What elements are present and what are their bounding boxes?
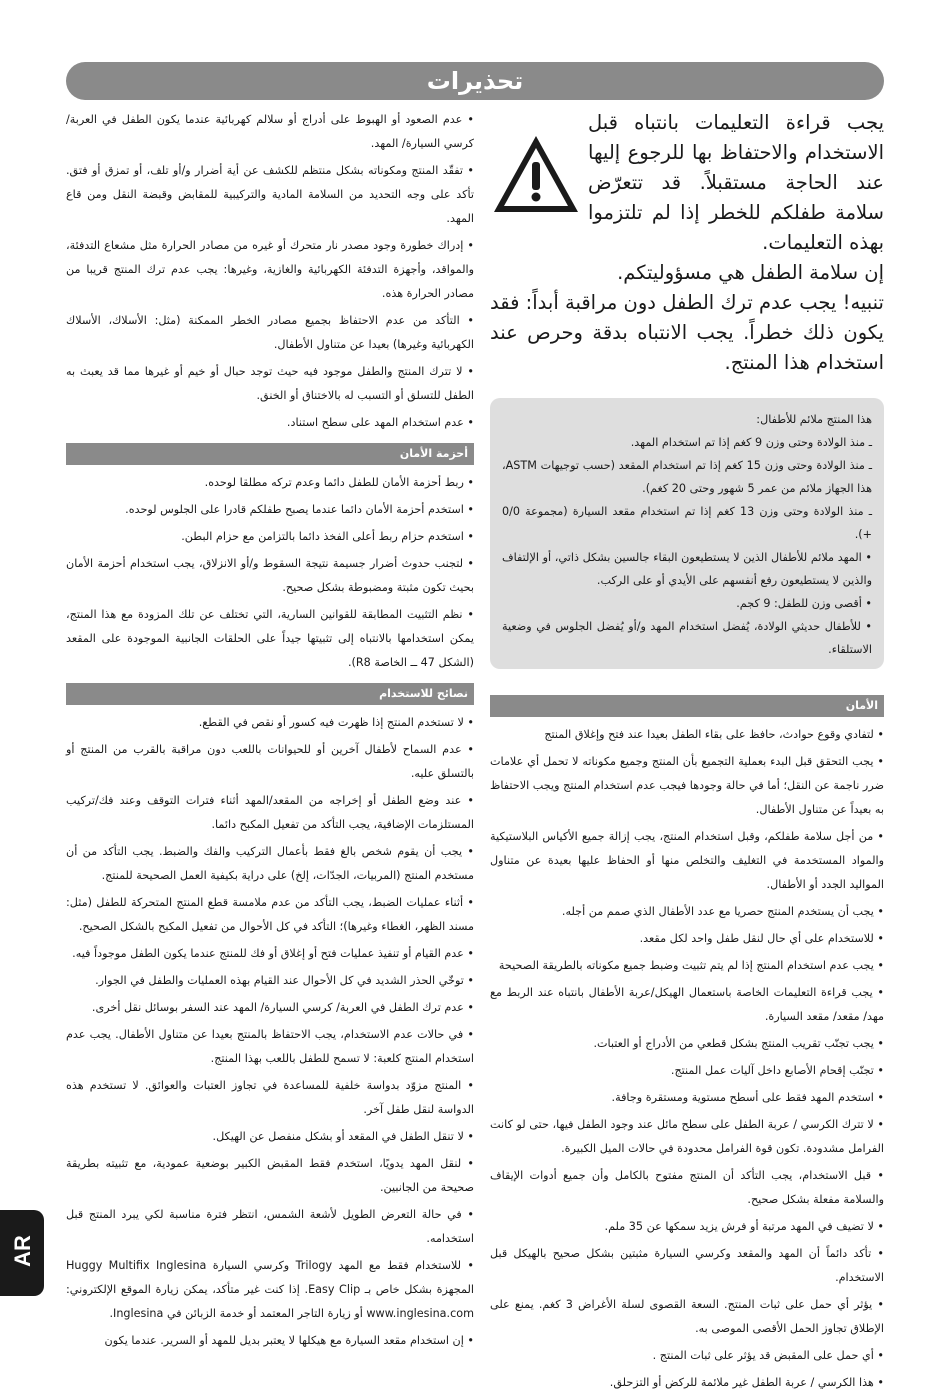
list-item: • المنتج مزوّد بدواسة خلفية للمساعدة في تجاوز العتبات والعوائق. لا تستخدم هذه الدواسة لنقل طفل آخر.	[66, 1079, 474, 1116]
box-line: • أقصى وزن للطفل: 9 كجم.	[736, 597, 872, 610]
list-item: • من أجل سلامة طفلكم، وقبل استخدام المنتج، يجب إزالة جميع الأكياس البلاستيكية والمواد المستخدمة في التغليف والتخلص منها أو الحفاظ عليها بعيدة عن متناول المواليد الجدد أو الأطفال.	[490, 830, 884, 891]
list-item: • عدم ترك الطفل في العربة/ كرسي السيارة/ المهد عند السفر بوسائل نقل أخرى.	[91, 1001, 474, 1014]
list-item: • يجب عدم استخدام المنتج إذا لم يتم تثبيت وضبط جميع مكوناته بالطريقة الصحيحة	[498, 959, 884, 972]
list-item: • لتفادي وقوع حوادث، حافظ على بقاء الطفل بعيدا عند فتح وإغلاق المنتج	[544, 728, 884, 741]
section-heading-tips: نصائح للاستخدام	[66, 683, 474, 705]
box-line: • المهد ملائم للأطفال الذين لا يستطيعون البقاء جالسين بشكل ذاتي، أو الإلتفاف والذين لا يستطيعون رفع أنفسهم على الأيدي أو على الركب.	[502, 551, 872, 587]
list-item: • ربط أحزمة الأمان للطفل دائما وعدم تركه مطلقا لوحده.	[204, 476, 474, 489]
list-item: • للاستخدام فقط مع المهد Trilogy وكرسي السيارة Huggy Multifix Inglesina المجهزة بشكل خاص بـ Easy Clip. إذا كنت غير متأكد، يمكن زيارة الموقع الإلكتروني: www.inglesina.com أو زيارة التاجر المعتمد أو خدمة الزبائن في Inglesina.	[66, 1259, 475, 1320]
language-tab	[0, 1210, 44, 1296]
list-item: • عدم الصعود أو الهبوط على أدراج أو سلالم كهربائية عندما يكون الطفل في العربة/كرسي السيارة/ المهد.	[66, 113, 474, 150]
list-item: • لا تنقل الطفل في المقعد أو بشكل منفصل عن الهيكل.	[212, 1130, 474, 1143]
box-line: ـ منذ الولادة وحتى وزن 9 كغم إذا تم استخدام المهد.	[630, 436, 872, 449]
right-column	[490, 108, 884, 1398]
language-code: AR	[10, 1235, 35, 1267]
list-item: • التأكد من عدم الاحتفاظ بجميع مصادر الخطر الممكنة (مثل: الأسلاك، الأسلاك الكهربائية وغيرها) بعيدا عن متناول الأطفال.	[66, 314, 474, 351]
box-line: ـ منذ الولادة وحتى وزن 15 كغم إذا تم استخدام المقعد (حسب توجيهات ASTM، هذا الجهاز ملائم من عمر 5 شهور وحتى 20 كغم).	[502, 459, 872, 495]
list-item: • لا تضيف في المهد مرتبة أو فرش يزيد سمكها عن 35 ملم.	[604, 1220, 884, 1233]
list-item: • يجب قراءة التعليمات الخاصة باستعمال الهيكل/عربة الأطفال بانتباه عند الربط مع مهد/ مقعد/ مقعد السيارة.	[490, 986, 884, 1023]
list-item: • لا تترك الكرسي / عربة الطفل على سطح مائل عند وجود الطفل فيها، حتى لو كانت الفرامل مشدودة. تكون قوة الفرامل محدودة في حالات الميل الكبيرة.	[490, 1118, 884, 1155]
list-item: • يجب التحقق قبل البدء بعملية التجميع بأن المنتج وجميع مكوناته لا تحمل أي علامات ضرر ناجمة عن النقل؛ أما في حالة وجودها فيجب عدم استخدام المنتج ويجب الاحتفاظ به بعيداً عن متناول الأطفال.	[490, 755, 884, 816]
list-item: • تأكد دائماً أن المهد والمقعد وكرسي السيارة مثبتين بشكل صحيح بالهيكل قبل الاستخدام.	[490, 1247, 884, 1284]
list-item: • لتجنب حدوث أضرار جسيمة نتيجة السقوط و/أو الانزلاق، يجب استخدام أحزمة الأمان بحيث تكون مثبتة ومضبوطة بشكل صحيح.	[66, 557, 474, 594]
list-item: • استخدم حزام ربط أعلى الفخذ دائما بالتزامن مع حزام البطن.	[181, 530, 474, 543]
list-item: • في حالات عدم الاستخدام، يجب الاحتفاظ بالمنتج بعيدا عن متناول الأطفال. يجب عدم استخدام المنتج كلعبة: لا تسمح للطفل باللعب بهذا المنتج.	[66, 1028, 474, 1065]
list-item: • أي حمل على المقبض قد يؤثر على ثبات المنتج .	[652, 1349, 884, 1362]
warning-text: يجب قراءة التعليمات بانتباه قبل الاستخدام والاحتفاظ بها للرجوع إليها عند الحاجة مستقبلاً. قد تتعرّض سلامة طفلكم للخطر إذا لم تلتزموا بهذه التعليمات.	[588, 111, 884, 254]
list-item: • لا تستخدم المنتج إذا ظهرت فيه كسور أو نقص في القطع.	[198, 716, 474, 729]
list-item: • يجب أن يقوم شخص بالغ فقط بأعمال التركيب والفك والضبط. يجب التأكد من أن مستخدم المنتج (المربيات، الجدّات، إلخ) على دراية بكيفية العمل الصحيحة للمنتج.	[66, 845, 474, 882]
list-item: • استخدم أحزمة الأمان دائما عندما يصبح طفلكم قادرا على الجلوس لوحده.	[125, 503, 474, 516]
list-item: • توخّي الحذر الشديد في كل الأحوال عند القيام بهذه العمليات والطفل في الجوار.	[95, 974, 474, 987]
list-item: • قبل الاستخدام، يجب التأكد أن المنتج مفتوح بالكامل وأن جميع أدوات الإيقاف والسلامة مفعلة بشكل صحيح.	[490, 1169, 884, 1206]
box-line: هذا المنتج ملائم للأطفال:	[756, 413, 872, 426]
responsibility-line: إن سلامة الطفل هي مسؤوليتكم.	[617, 261, 884, 284]
safety-list	[490, 723, 884, 1395]
left-column	[66, 108, 474, 1356]
list-item: • أثناء عمليات الضبط، يجب التأكد من عدم ملامسة قطع المنتج المتحركة للطفل (مثل: مسند الظهر، الغطاء وغيرها)؛ التأكد في كل الأحوال من تفعيل المكبح بالشكل الصحيح.	[66, 896, 474, 933]
list-item: • عدم القيام أو تنفيذ عمليات فتح أو إغلاق أو فك للمنتج عندما يكون الطفل موجوداً فيه.	[72, 947, 474, 960]
list-item: • إدراك خطورة وجود مصدر نار متحرك أو غيره من مصادر الحرارة مثل مشعاع التدفئة، والمواقد، وأجهزة التدفئة الكهربائية والغازية، وغيرها: يجب عدم ترك المنتج قريبا من مصادر الحرارة هذه.	[66, 239, 474, 300]
caution-line: تنبيه! يجب عدم ترك الطفل دون مراقبة أبداً: فقد يكون ذلك خطراً. يجب الانتباه بدقة وحرص عند استخدام هذا المنتج.	[490, 291, 884, 374]
tips-list	[66, 711, 474, 1353]
belts-list	[66, 471, 474, 675]
list-item: • في حالة التعرض الطويل لأشعة الشمس، انتظر فترة مناسبة لكي يبرد المنتج قبل استخدامه.	[66, 1208, 474, 1245]
warning-triangle-icon	[490, 132, 582, 216]
list-item: • إن استخدام مقعد السيارة مع هيكلها لا يعتبر بديل للمهد أو السرير. عندما يكون	[104, 1334, 474, 1347]
suitability-box	[490, 398, 884, 669]
box-line: ـ منذ الولادة وحتى وزن 13 كغم إذا تم استخدام مقعد السيارة (مجموعة 0/0 +).	[502, 505, 872, 541]
list-item: • للاستخدام على أي حال لنقل طفل واحد لكل مقعد.	[639, 932, 884, 945]
list-item: • لنقل المهد يدويًا، استخدم فقط المقبض الكبير بوضعية عمودية، مع تثبيته بطريقة صحيحة من الجانبين.	[66, 1157, 474, 1194]
list-item: • عدم استخدام المهد على سطح استناد.	[286, 416, 474, 429]
list-item: • عدم السماح لأطفال آخرين أو للحيوانات باللعب دون مراقبة بالقرب من المنتج أو بالتسلق عليه.	[66, 743, 474, 780]
list-item: • لا تترك المنتج والطفل موجود فيه حيث توجد حبال أو خيم أو غيرها مما قد يعبث به الطفل للتسلق أو التسبب له بالاختناق أو الخنق.	[66, 365, 474, 402]
section-heading-belts: أحزمة الأمان	[66, 443, 474, 465]
list-item: • تفقّد المنتج ومكوناته بشكل منتظم للكشف عن أية أضرار و/أو تلف، أو تمزق أو فتق. تأكد على وجه التحديد من السلامة المادية والتركيبية للمقابض وقبضة النقل ومن قاع المهد.	[66, 164, 474, 225]
list-item: • تجنّب إقحام الأصابع داخل آليات عمل المنتج.	[670, 1064, 884, 1077]
list-item: • نظم التثبيت المطابقة للقوانين السارية، التي تختلف عن تلك المزودة مع هذا المنتج، يمكن استخدامها بالانتباه إلى تثبيتها جيداً على الحلقات الجانبية الموجودة على المقعد (الشكل 47 ــ الخاصة R8).	[66, 608, 474, 669]
list-item: • عند وضع الطفل أو إخراجه من المقعد/المهد أثناء فترات التوقف وعند فك/تركيب المستلزمات الإضافية، يجب التأكد من تفعيل المكبح دائما.	[66, 794, 474, 831]
intro-list	[66, 108, 474, 435]
list-item: • يجب تجنّب تقريب المنتج بشكل قطعي من الأدراج أو العتبات.	[593, 1037, 884, 1050]
box-line: • للأطفال حديثي الولادة، يُفضل استخدام المهد و/أو يُفضل الجلوس في وضعية الاستلقاء.	[502, 620, 872, 656]
list-item: • استخدم المهد فقط على أسطح مستوية ومستقرة وجافة.	[611, 1091, 884, 1104]
list-item: • هذا الكرسي / عربة الطفل غير ملائمة للركض أو التزحلق.	[609, 1376, 884, 1389]
warning-block	[490, 108, 884, 258]
page-title: تحذيرات	[66, 62, 884, 100]
section-heading-safety: الأمان	[490, 695, 884, 717]
list-item: • يؤثر أي حمل على ثبات المنتج. السعة القصوى لسلة الأغراض 3 كغم. يمنع على الإطلاق تجاوز الحمل الأقصى الموصى به.	[490, 1298, 884, 1335]
list-item: • يجب أن يستخدم المنتج حصريا مع عدد الأطفال الذي صمم من أجله.	[561, 905, 884, 918]
